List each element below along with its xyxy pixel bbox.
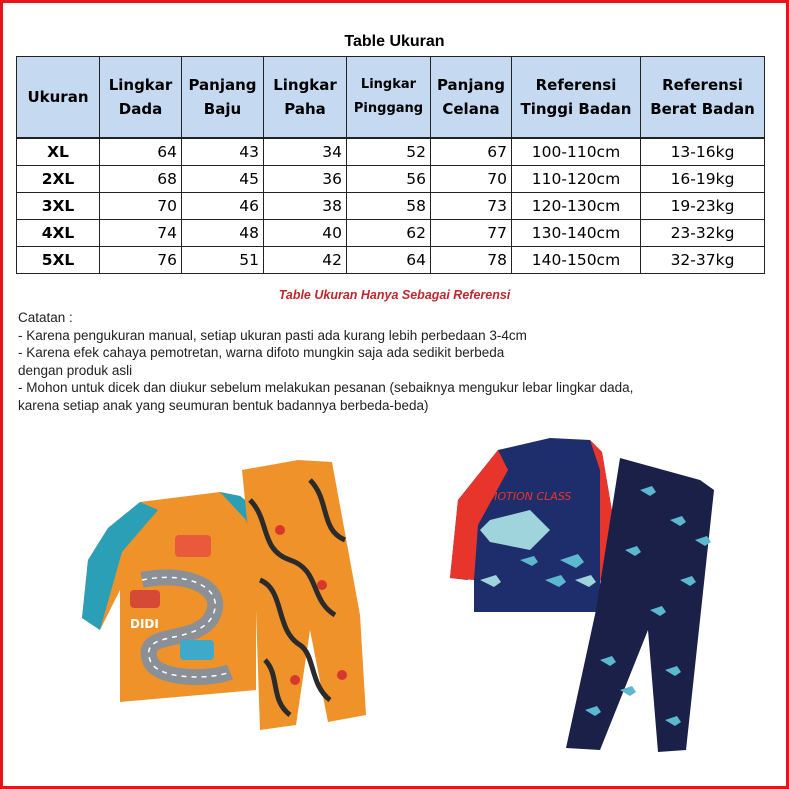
table-cell: 74 (100, 220, 182, 247)
table-cell: 62 (347, 220, 431, 247)
header-lingkar-paha: Lingkar Paha (264, 57, 347, 139)
header-panjang-baju: Panjang Baju (182, 57, 264, 139)
header-lingkar-dada: Lingkar Dada (100, 57, 182, 139)
table-cell: 140-150cm (512, 247, 641, 274)
table-cell: 64 (347, 247, 431, 274)
table-cell: 19-23kg (641, 193, 765, 220)
table-cell: 110-120cm (512, 166, 641, 193)
header-ukuran: Ukuran (17, 57, 100, 139)
table-cell: 78 (431, 247, 512, 274)
table-title: Table Ukuran (344, 33, 445, 50)
table-cell: 48 (182, 220, 264, 247)
size-table (16, 56, 765, 274)
table-cell: 58 (347, 193, 431, 220)
notes-block (18, 309, 778, 415)
table-cell: 23-32kg (641, 220, 765, 247)
note-line: - Karena pengukuran manual, setiap ukuran pasti ada kurang lebih perbedaan 3-4cm (18, 327, 527, 343)
table-cell: 73 (431, 193, 512, 220)
table-cell: 43 (182, 138, 264, 166)
size-cell: 2XL (17, 166, 100, 193)
shirt-print-text: DIDI (130, 617, 159, 631)
table-cell: 76 (100, 247, 182, 274)
table-row (17, 166, 765, 193)
table-cell: 38 (264, 193, 347, 220)
table-cell: 68 (100, 166, 182, 193)
table-row (17, 193, 765, 220)
header-tinggi-badan: Referensi Tinggi Badan (512, 57, 641, 139)
notes-heading: Catatan : (18, 310, 73, 325)
table-cell: 130-140cm (512, 220, 641, 247)
table-cell: 13-16kg (641, 138, 765, 166)
size-cell: 3XL (17, 193, 100, 220)
table-cell: 70 (431, 166, 512, 193)
table-row (17, 220, 765, 247)
table-cell: 45 (182, 166, 264, 193)
note-line: - Karena efek cahaya pemotretan, warna difoto mungkin saja ada sedikit berbeda (18, 345, 505, 361)
size-cell: 4XL (17, 220, 100, 247)
table-cell: 70 (100, 193, 182, 220)
table-cell: 52 (347, 138, 431, 166)
table-cell: 34 (264, 138, 347, 166)
size-cell: 5XL (17, 247, 100, 274)
note-line: - Mohon untuk dicek dan diukur sebelum melakukan pesanan (sebaiknya mengukur lebar lingkar dada, (18, 380, 634, 396)
reference-note: Table Ukuran Hanya Sebagai Referensi (278, 288, 511, 302)
table-cell: 67 (431, 138, 512, 166)
size-cell: XL (17, 138, 100, 166)
product-photo-shark-set (450, 430, 770, 770)
header-lingkar-pinggang: Lingkar Pinggang (347, 57, 431, 139)
orange-pants (242, 460, 366, 730)
table-row (17, 247, 765, 274)
table-cell: 120-130cm (512, 193, 641, 220)
table-cell: 32-37kg (641, 247, 765, 274)
table-cell: 46 (182, 193, 264, 220)
table-cell: 77 (431, 220, 512, 247)
table-cell: 42 (264, 247, 347, 274)
note-line: karena setiap anak yang seumuran bentuk badannya berbeda-beda) (18, 397, 429, 413)
header-berat-badan: Referensi Berat Badan (641, 57, 765, 139)
table-cell: 56 (347, 166, 431, 193)
table-cell: 51 (182, 247, 264, 274)
table-cell: 64 (100, 138, 182, 166)
table-cell: 16-19kg (641, 166, 765, 193)
header-panjang-celana: Panjang Celana (431, 57, 512, 139)
table-cell: 36 (264, 166, 347, 193)
table-row (17, 138, 765, 166)
note-line: dengan produk asli (18, 362, 133, 378)
table-cell: 40 (264, 220, 347, 247)
product-photo-orange-set (60, 440, 370, 770)
table-cell: 100-110cm (512, 138, 641, 166)
shirt-print-text: MOTION CLASS (488, 490, 572, 503)
table-header-row (17, 57, 765, 139)
